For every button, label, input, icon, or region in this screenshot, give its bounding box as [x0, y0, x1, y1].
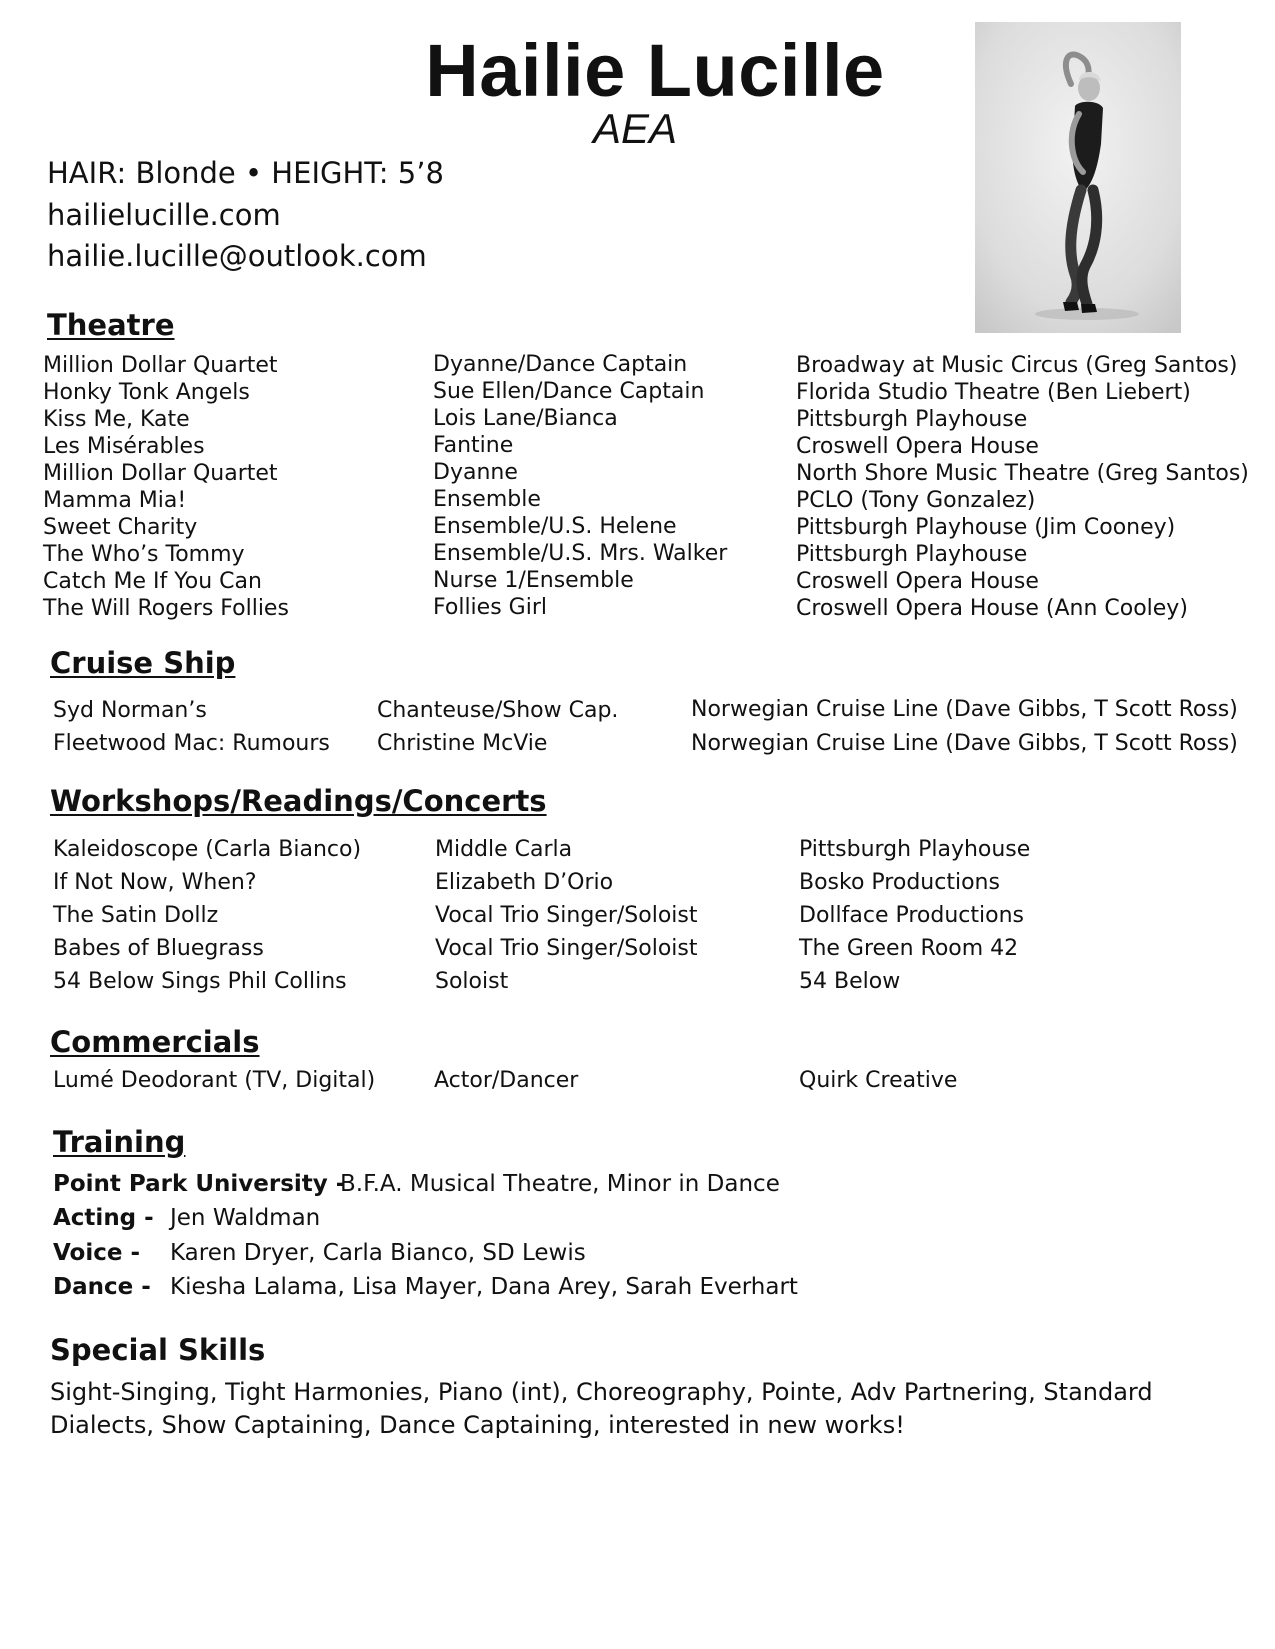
workshop-role: Elizabeth D’Orio [435, 870, 614, 895]
cruise-heading: Cruise Ship [50, 646, 236, 680]
theatre-role: Dyanne/Dance Captain [433, 352, 688, 377]
cruise-roles-column [377, 694, 618, 760]
theatre-shows-column [43, 352, 289, 622]
workshop-role: Middle Carla [435, 837, 573, 862]
theatre-role: Nurse 1/Ensemble [433, 568, 634, 593]
performer-name: Hailie Lucille [425, 29, 885, 112]
theatre-role: Ensemble [433, 487, 541, 512]
theatre-show: Million Dollar Quartet [43, 461, 278, 486]
cruise-show: Fleetwood Mac: Rumours [53, 731, 330, 756]
theatre-role: Lois Lane/Bianca [433, 406, 618, 431]
theatre-heading: Theatre [47, 308, 175, 342]
commercial-company: Quirk Creative [799, 1068, 958, 1093]
theatre-show: Million Dollar Quartet [43, 353, 278, 378]
theatre-venues-column [796, 352, 1249, 622]
theatre-role: Follies Girl [433, 595, 547, 620]
training-value: Karen Dryer, Carla Bianco, SD Lewis [170, 1240, 586, 1266]
theatre-venue: PCLO (Tony Gonzalez) [796, 488, 1036, 513]
commercials-heading: Commercials [50, 1025, 260, 1059]
theatre-venue: Pittsburgh Playhouse [796, 542, 1028, 567]
workshop-role: Soloist [435, 969, 509, 994]
commercial-role: Actor/Dancer [434, 1068, 579, 1093]
theatre-venue: Broadway at Music Circus (Greg Santos) [796, 353, 1238, 378]
theatre-role: Ensemble/U.S. Helene [433, 514, 677, 539]
workshop-role: Vocal Trio Singer/Soloist [435, 936, 698, 961]
workshops-venues-column [799, 833, 1030, 998]
theatre-venue: Pittsburgh Playhouse (Jim Cooney) [796, 515, 1176, 540]
workshop-title: Babes of Bluegrass [53, 936, 264, 961]
workshop-venue: 54 Below [799, 969, 901, 994]
workshop-title: 54 Below Sings Phil Collins [53, 969, 347, 994]
theatre-role: Dyanne [433, 460, 518, 485]
workshop-role: Vocal Trio Singer/Soloist [435, 903, 698, 928]
theatre-role: Ensemble/U.S. Mrs. Walker [433, 541, 728, 566]
training-row [53, 1201, 953, 1235]
training-heading: Training [53, 1125, 186, 1159]
physical-stats: HAIR: Blonde • HEIGHT: 5’8 [47, 156, 444, 190]
theatre-venue: Croswell Opera House (Ann Cooley) [796, 596, 1188, 621]
training-row [53, 1270, 953, 1304]
workshop-title: Kaleidoscope (Carla Bianco) [53, 837, 362, 862]
cruise-role: Christine McVie [377, 731, 548, 756]
cruise-company: Norwegian Cruise Line (Dave Gibbs, T Scott Ross) [691, 731, 1238, 756]
theatre-venue: Florida Studio Theatre (Ben Liebert) [796, 380, 1191, 405]
training-label: Point Park University - [53, 1171, 346, 1197]
cruise-role: Chanteuse/Show Cap. [377, 698, 619, 723]
workshops-roles-column [435, 833, 697, 998]
training-label: Dance - [53, 1274, 151, 1300]
workshop-title: The Satin Dollz [53, 903, 219, 928]
workshop-venue: Pittsburgh Playhouse [799, 837, 1031, 862]
training-value: Kiesha Lalama, Lisa Mayer, Dana Arey, Sarah Everhart [170, 1274, 798, 1300]
theatre-show: The Will Rogers Follies [43, 596, 289, 621]
workshop-title: If Not Now, When? [53, 870, 257, 895]
theatre-venue: Croswell Opera House [796, 569, 1039, 594]
theatre-show: Mamma Mia! [43, 488, 187, 513]
commercial-title: Lumé Deodorant (TV, Digital) [53, 1068, 376, 1093]
cruise-companies-column [691, 693, 1238, 761]
workshops-titles-column [53, 833, 361, 998]
training-value: Jen Waldman [170, 1205, 321, 1231]
training-row [53, 1167, 953, 1201]
cruise-company: Norwegian Cruise Line (Dave Gibbs, T Scott Ross) [691, 697, 1238, 722]
skills-text: Sight-Singing, Tight Harmonies, Piano (int), Choreography, Pointe, Adv Partnering, Standard Dialects, Show Captaining, Dance Captaining, interested in new works! [50, 1378, 1153, 1439]
theatre-show: Sweet Charity [43, 515, 198, 540]
workshops-heading: Workshops/Readings/Concerts [50, 784, 547, 818]
theatre-show: Honky Tonk Angels [43, 380, 250, 405]
training-row [53, 1236, 953, 1270]
theatre-role: Fantine [433, 433, 514, 458]
theatre-show: The Who’s Tommy [43, 542, 245, 567]
workshop-venue: Dollface Productions [799, 903, 1024, 928]
theatre-venue: Pittsburgh Playhouse [796, 407, 1028, 432]
training-label: Acting - [53, 1205, 154, 1231]
workshop-venue: The Green Room 42 [799, 936, 1019, 961]
theatre-show: Les Misérables [43, 434, 205, 459]
email-link[interactable]: hailie.lucille@outlook.com [47, 239, 427, 273]
theatre-roles-column [433, 351, 727, 621]
cruise-show: Syd Norman’s [53, 698, 207, 723]
theatre-venue: North Shore Music Theatre (Greg Santos) [796, 461, 1249, 486]
training-label: Voice - [53, 1240, 141, 1266]
theatre-venue: Croswell Opera House [796, 434, 1039, 459]
workshop-venue: Bosko Productions [799, 870, 1000, 895]
skills-heading: Special Skills [50, 1333, 266, 1367]
theatre-show: Kiss Me, Kate [43, 407, 190, 432]
headshot-photo [975, 22, 1181, 333]
theatre-role: Sue Ellen/Dance Captain [433, 379, 705, 404]
cruise-shows-column [53, 694, 330, 760]
union-affiliation: AEA [592, 105, 678, 152]
website-link[interactable]: hailielucille.com [47, 198, 281, 232]
training-value: B.F.A. Musical Theatre, Minor in Dance [340, 1171, 780, 1197]
theatre-show: Catch Me If You Can [43, 569, 262, 594]
